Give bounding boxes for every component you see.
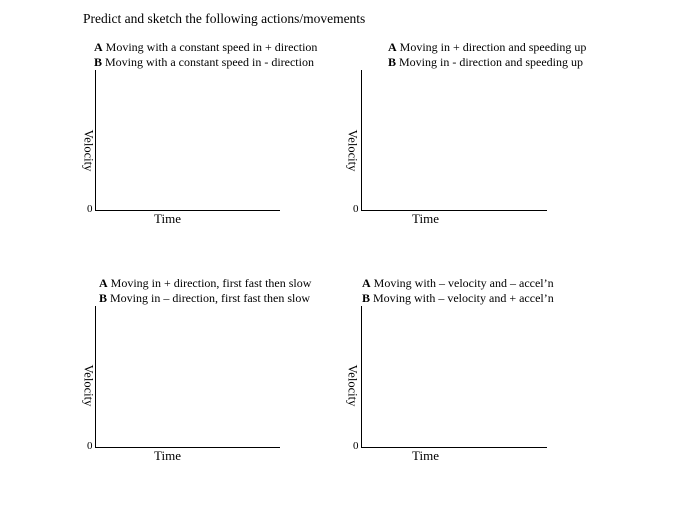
instruction-text: Moving with a constant speed in + direction — [102, 40, 318, 54]
label-letter: A — [94, 40, 103, 54]
instruction-text: Moving in – direction, first fast then slow — [107, 290, 310, 305]
graph-1-instructions — [94, 40, 317, 69]
origin-label: 0 — [87, 440, 93, 452]
instruction-line-b — [94, 55, 317, 70]
x-axis — [95, 447, 280, 448]
label-letter: B — [388, 54, 397, 69]
page-title: Predict and sketch the following actions/movements — [83, 11, 366, 26]
label-letter: A — [99, 276, 108, 290]
y-axis-label: Velocity — [81, 364, 96, 407]
instruction-text: Moving with a constant speed in - direction — [102, 54, 314, 69]
label-letter: B — [362, 290, 371, 305]
graph-3-instructions — [99, 276, 311, 305]
instruction-text: Moving in - direction and speeding up — [396, 54, 583, 69]
origin-label: 0 — [353, 440, 359, 452]
instruction-line-b — [99, 291, 311, 306]
x-axis — [95, 210, 280, 211]
instruction-line-b — [362, 291, 554, 306]
instruction-line-a — [94, 40, 317, 55]
instruction-line-b — [388, 55, 586, 70]
y-axis — [361, 70, 362, 211]
label-letter: B — [94, 54, 103, 69]
label-letter: A — [362, 276, 371, 290]
x-axis — [361, 210, 547, 211]
label-letter: B — [99, 290, 108, 305]
y-axis-label: Velocity — [345, 364, 360, 407]
instruction-line-a — [388, 40, 586, 55]
y-axis-label: Velocity — [81, 129, 96, 172]
x-axis-label: Time — [412, 448, 439, 463]
graph-4-instructions — [362, 276, 554, 305]
instruction-text: Moving with – velocity and – accel’n — [370, 276, 554, 290]
origin-label: 0 — [353, 203, 359, 215]
label-letter: A — [388, 40, 397, 54]
x-axis-label: Time — [154, 448, 181, 463]
graph-2-instructions — [388, 40, 586, 69]
x-axis — [361, 447, 547, 448]
instruction-line-a — [99, 276, 311, 291]
y-axis-label: Velocity — [345, 129, 360, 172]
instruction-text: Moving in + direction and speeding up — [396, 40, 587, 54]
instruction-text: Moving with – velocity and + accel’n — [370, 290, 554, 305]
x-axis-label: Time — [154, 211, 181, 226]
origin-label: 0 — [87, 203, 93, 215]
instruction-text: Moving in + direction, first fast then slow — [107, 276, 312, 290]
x-axis-label: Time — [412, 211, 439, 226]
instruction-line-a — [362, 276, 554, 291]
y-axis — [361, 306, 362, 448]
